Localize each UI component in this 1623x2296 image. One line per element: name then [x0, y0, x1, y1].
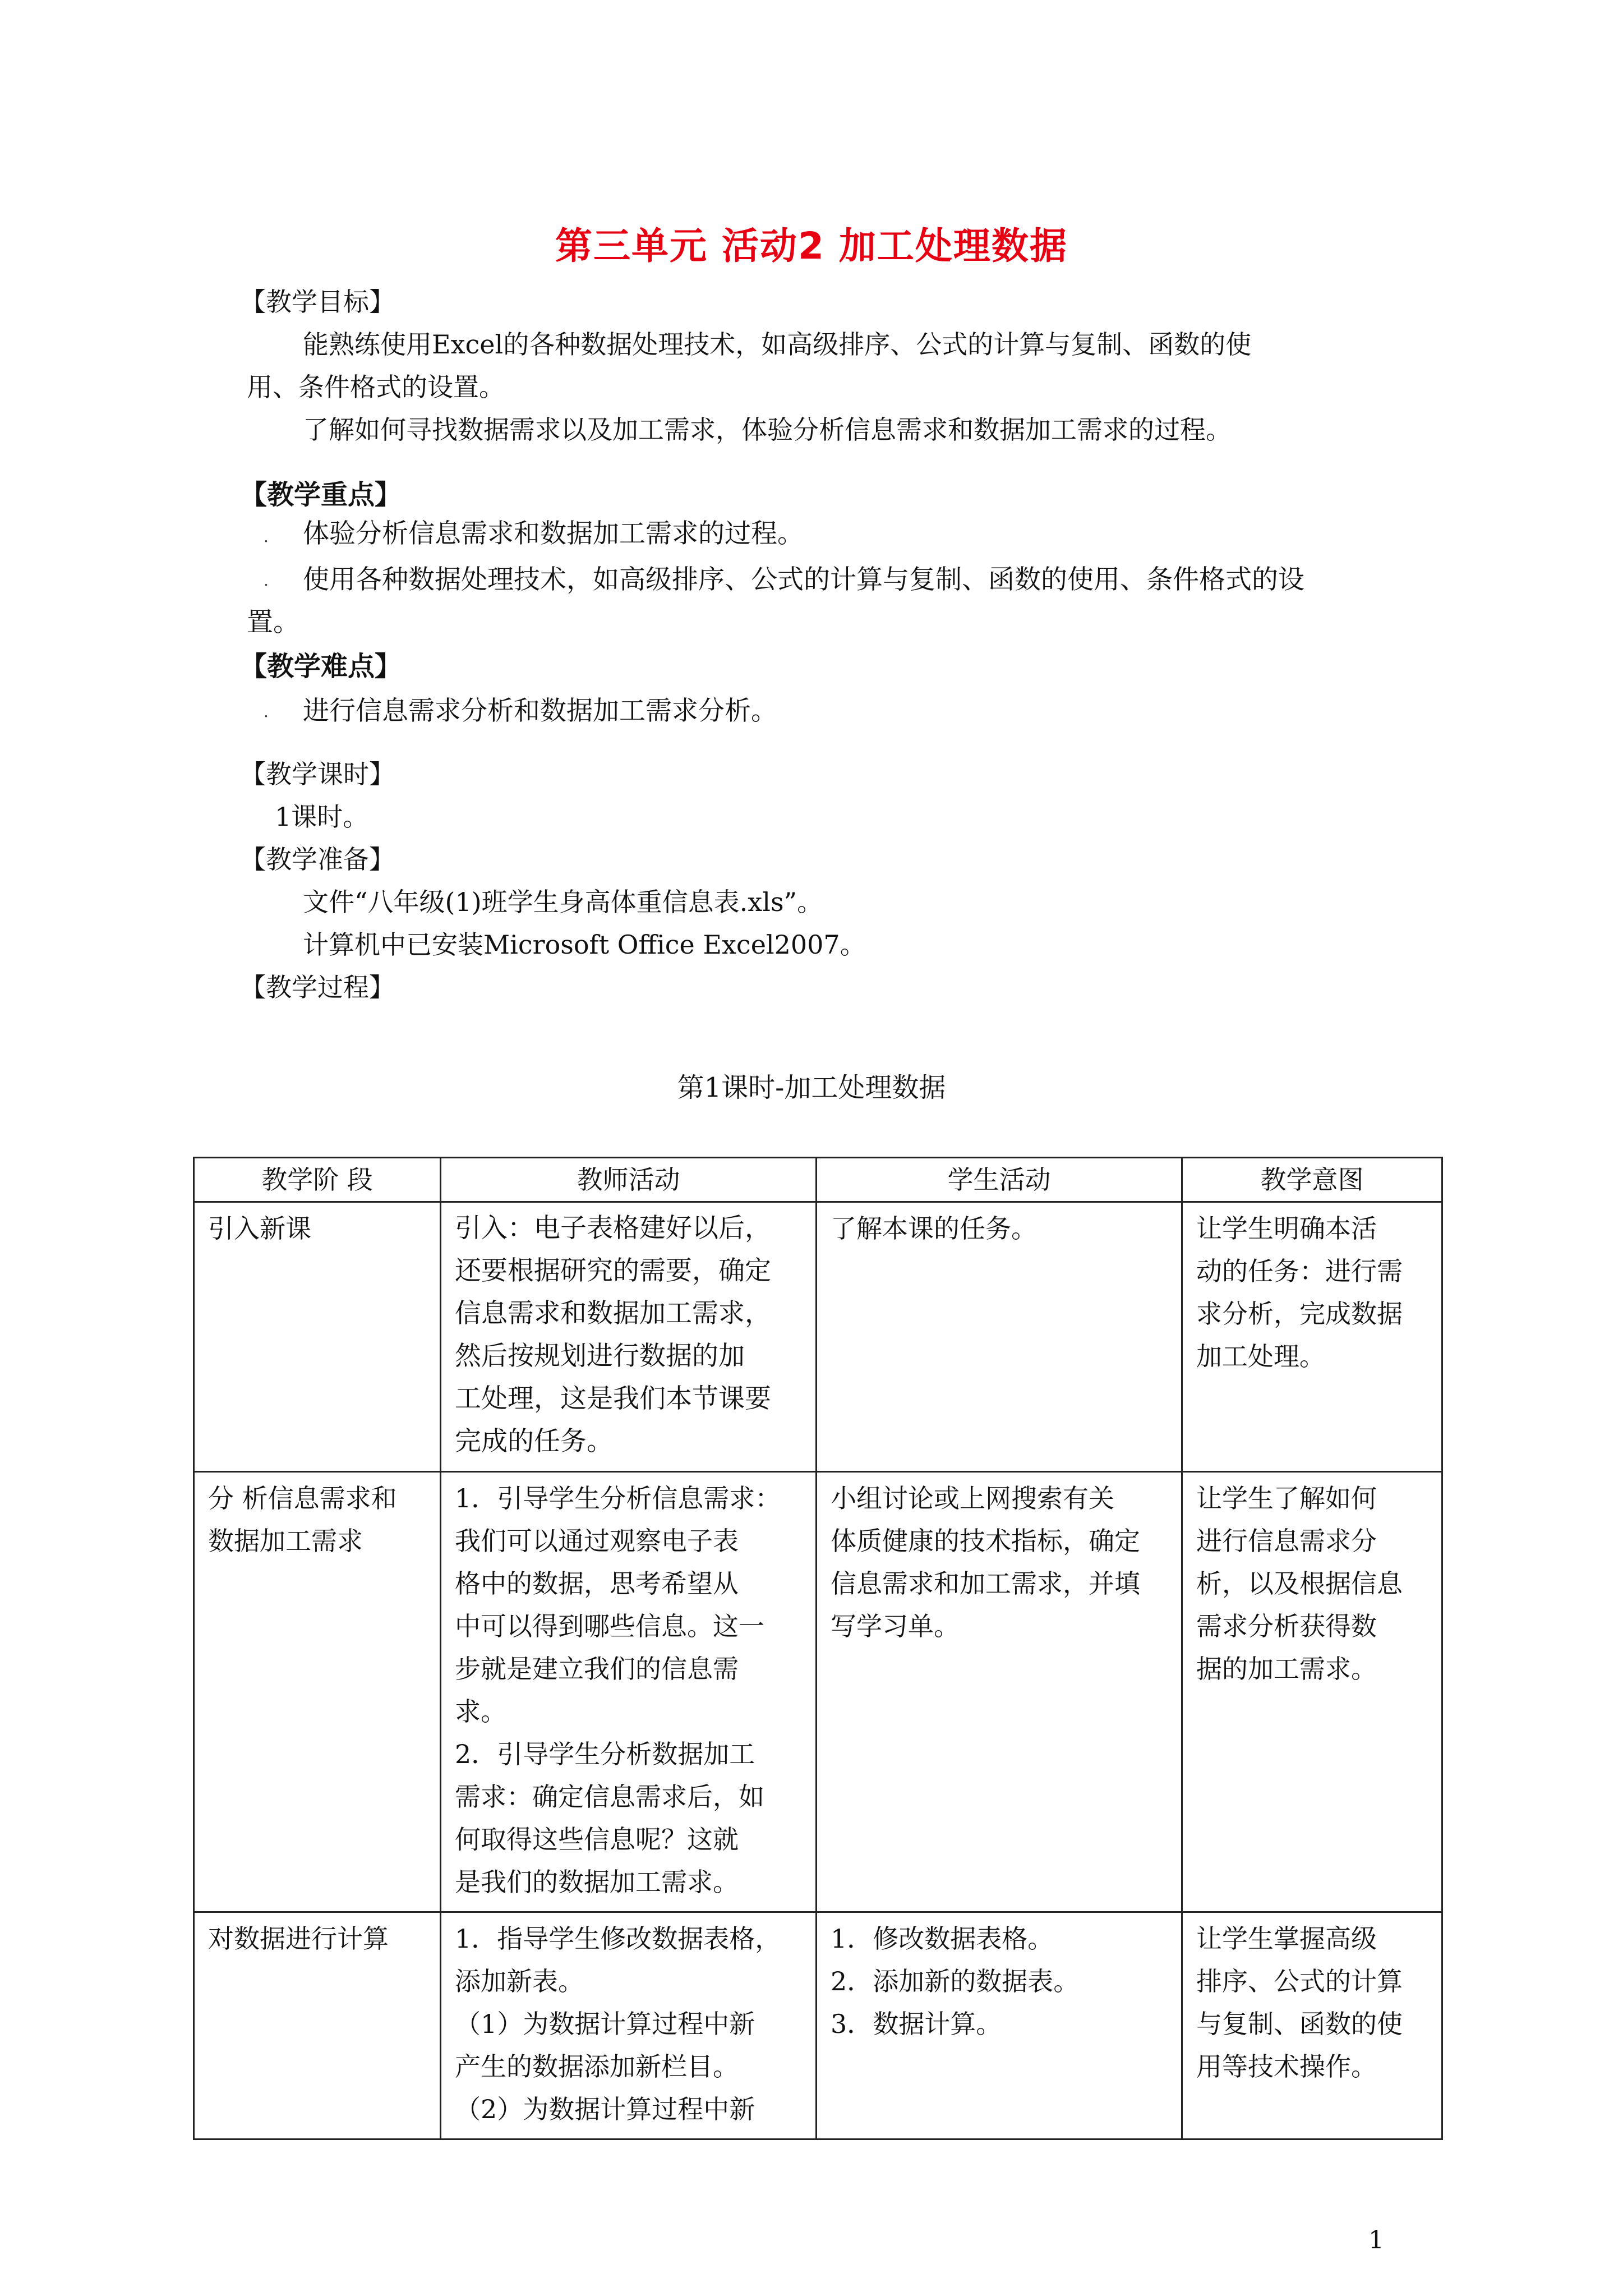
cell-line: 然后按规划进行数据的加	[455, 1341, 745, 1372]
key-points-bullet-1: .	[264, 527, 269, 546]
cell-line: 析，以及根据信息	[1196, 1568, 1403, 1599]
header-intent: 教学意图	[1182, 1158, 1442, 1202]
process-heading: 【教学过程】	[240, 972, 395, 1002]
cell-line: 2．引导学生分析数据加工	[455, 1739, 755, 1769]
lesson-plan-table	[193, 1157, 1443, 2140]
cell-line: 分 析信息需求和	[208, 1483, 397, 1513]
objectives-heading: 【教学目标】	[240, 287, 395, 317]
cell-stage	[194, 1912, 441, 2139]
cell-teacher	[441, 1912, 817, 2139]
cell-line: 1．修改数据表格。	[831, 1924, 1054, 1954]
cell-line: 何取得这些信息呢？这就	[455, 1824, 739, 1855]
cell-student	[817, 1912, 1182, 2139]
page-title: 第三单元 活动2 加工处理数据	[555, 224, 1068, 268]
cell-line: 产生的数据添加新栏目。	[455, 2051, 739, 2082]
difficulties-heading: 【教学难点】	[240, 651, 402, 682]
cell-intent	[1182, 1472, 1442, 1912]
cell-line: 1．引导学生分析信息需求：	[455, 1483, 781, 1513]
header-stage: 教学阶 段	[194, 1158, 441, 1202]
cell-line: 步就是建立我们的信息需	[455, 1654, 739, 1684]
objectives-line-2: 用、条件格式的设置。	[247, 372, 505, 402]
cell-line: 2．添加新的数据表。	[831, 1966, 1080, 1996]
header-teacher-activity: 教师活动	[441, 1158, 817, 1202]
cell-line: 排序、公式的计算	[1196, 1966, 1403, 1996]
key-point-2-line-2: 置。	[247, 607, 299, 638]
cell-line: 进行信息需求分	[1196, 1526, 1377, 1556]
cell-line: 引入：电子表格建好以后，	[455, 1213, 771, 1244]
cell-line: 让学生明确本活	[1196, 1213, 1377, 1244]
cell-line: 信息需求和数据加工需求，	[455, 1298, 771, 1329]
key-point-1: 体验分析信息需求和数据加工需求的过程。	[303, 518, 804, 549]
header-student-activity: 学生活动	[817, 1158, 1182, 1202]
cell-line: 数据加工需求	[208, 1526, 363, 1556]
preparation-line-1: 文件“八年级(1)班学生身高体重信息表.xls”。	[303, 887, 823, 917]
cell-line: 求。	[455, 1696, 506, 1727]
table-row	[194, 1472, 1442, 1912]
cell-line: 工处理，这是我们本节课要	[455, 1383, 771, 1414]
cell-line: 用等技术操作。	[1196, 2051, 1377, 2082]
cell-student	[817, 1202, 1182, 1472]
cell-line: 3．数据计算。	[831, 2009, 1002, 2039]
objectives-line-1: 能熟练使用Excel的各种数据处理技术，如高级排序、公式的计算与复制、函数的使	[303, 329, 1252, 360]
cell-line: 小组讨论或上网搜索有关	[831, 1483, 1114, 1513]
cell-line: 我们可以通过观察电子表	[455, 1526, 739, 1556]
table-row	[194, 1202, 1442, 1472]
cell-line: 与复制、函数的使	[1196, 2009, 1403, 2039]
cell-line: 体质健康的技术指标，确定	[831, 1526, 1140, 1556]
preparation-line-2: 计算机中已安装Microsoft Office Excel2007。	[303, 930, 866, 960]
cell-line: 添加新表。	[455, 1966, 584, 1996]
cell-line: 信息需求和加工需求，并填	[831, 1568, 1140, 1599]
cell-stage	[194, 1202, 441, 1472]
cell-line: （1）为数据计算过程中新	[455, 2009, 755, 2039]
page-number: 1	[1368, 2226, 1384, 2254]
cell-line: （2）为数据计算过程中新	[455, 2094, 755, 2124]
key-points-heading: 【教学重点】	[240, 479, 402, 510]
difficulties-bullet: .	[264, 702, 269, 721]
cell-line: 是我们的数据加工需求。	[455, 1867, 739, 1897]
cell-line: 格中的数据，思考希望从	[455, 1568, 739, 1599]
cell-intent	[1182, 1912, 1442, 2139]
cell-line: 让学生掌握高级	[1196, 1924, 1377, 1954]
cell-line: 1．指导学生修改数据表格，	[455, 1924, 781, 1954]
cell-teacher	[441, 1202, 817, 1472]
hours-value: 1课时。	[275, 802, 369, 832]
cell-line: 了解本课的任务。	[831, 1213, 1037, 1244]
key-points-bullet-2: .	[264, 571, 269, 590]
difficulty-1: 进行信息需求分析和数据加工需求分析。	[303, 696, 777, 726]
cell-line: 引入新课	[208, 1213, 311, 1244]
cell-line: 需求：确定信息需求后，如	[455, 1782, 764, 1812]
cell-student	[817, 1472, 1182, 1912]
cell-intent	[1182, 1202, 1442, 1472]
cell-line: 还要根据研究的需要，确定	[455, 1255, 771, 1286]
hours-heading: 【教学课时】	[240, 759, 395, 789]
cell-stage	[194, 1472, 441, 1912]
objectives-line-3: 了解如何寻找数据需求以及加工需求，体验分析信息需求和数据加工需求的过程。	[303, 415, 1232, 445]
cell-line: 需求分析获得数	[1196, 1611, 1377, 1641]
cell-line: 完成的任务。	[455, 1426, 613, 1457]
table-row	[194, 1912, 1442, 2139]
cell-line: 动的任务：进行需	[1196, 1256, 1403, 1286]
cell-line: 中可以得到哪些信息。这一	[455, 1611, 764, 1641]
cell-line: 对数据进行计算	[208, 1924, 389, 1954]
cell-line: 写学习单。	[831, 1611, 960, 1641]
cell-line: 加工处理。	[1196, 1341, 1325, 1372]
lesson-title: 第1课时-加工处理数据	[677, 1072, 946, 1103]
preparation-heading: 【教学准备】	[240, 844, 395, 875]
cell-line: 求分析，完成数据	[1196, 1299, 1403, 1329]
cell-line: 据的加工需求。	[1196, 1654, 1377, 1684]
table-header-row	[194, 1158, 1442, 1202]
cell-line: 让学生了解如何	[1196, 1483, 1377, 1513]
cell-teacher	[441, 1472, 817, 1912]
key-point-2-line-1: 使用各种数据处理技术，如高级排序、公式的计算与复制、函数的使用、条件格式的设	[303, 564, 1304, 595]
